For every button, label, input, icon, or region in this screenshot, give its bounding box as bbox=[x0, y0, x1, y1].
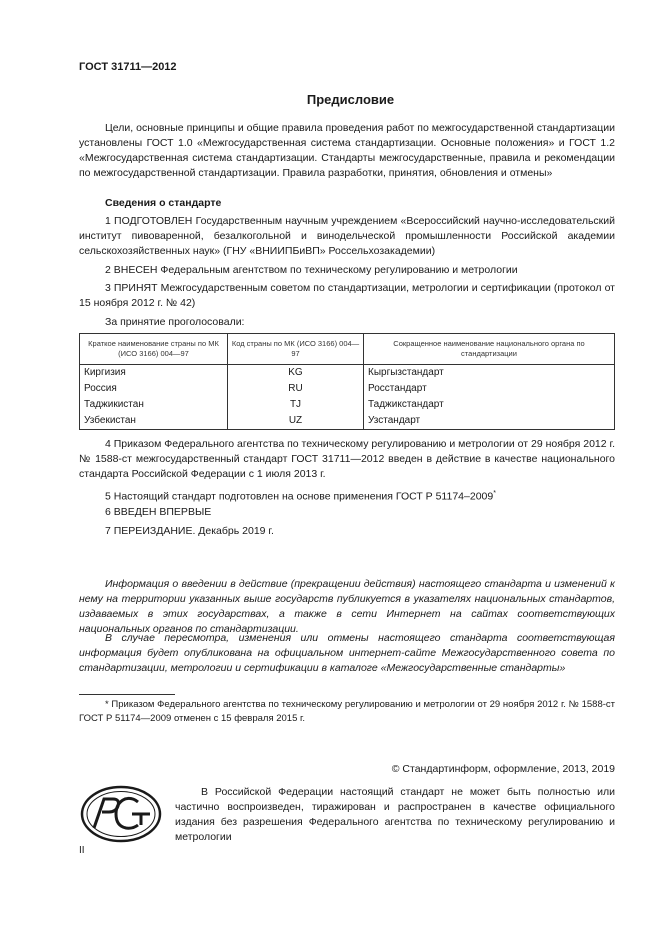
table-cell-body: Кыргызстандарт bbox=[364, 365, 615, 382]
item-4: 4 Приказом Федерального агентства по техническому регулированию и метрологии от 29 ноября 2012 г. № 1588-ст межгосударственный стандарт ГОСТ 31711—2012 введен в действие в качестве национального стандарта Российской Федерации с 1 июля 2013 г. bbox=[79, 438, 615, 480]
footnote-mark: * bbox=[493, 490, 496, 497]
rst-certification-logo bbox=[80, 785, 162, 843]
item-1: 1 ПОДГОТОВЛЕН Государственным научным учреждением «Всероссийский научно-исследовательский институт пивоваренной, безалкогольной и винодельческой промышленности Российской академии сельскохозяйственных наук» (ГНУ «ВНИИПБиВП» Россельхозакадемии) bbox=[79, 215, 615, 257]
page-number: II bbox=[79, 845, 85, 856]
item-3: 3 ПРИНЯТ Межгосударственным советом по стандартизации, метрологии и сертификации (протокол от 15 ноября 2012 г. № 42) bbox=[79, 282, 615, 309]
footnote: * Приказом Федерального агентства по техническому регулированию и метрологии от 29 ноября 2012 г. № 1588-ст ГОСТ Р 51174—2009 отменен с 15 февраля 2015 г. bbox=[79, 699, 615, 724]
table-header-code: Код страны по МК (ИСО 3166) 004—97 bbox=[228, 334, 364, 365]
table-row bbox=[80, 365, 615, 382]
table-row bbox=[80, 397, 615, 413]
document-code: ГОСТ 31711—2012 bbox=[79, 61, 177, 73]
copyright-line: © Стандартинформ, оформление, 2013, 2019 bbox=[391, 763, 615, 775]
item-5 bbox=[79, 486, 615, 505]
table-cell-country: Россия bbox=[80, 381, 228, 397]
table-header-body: Сокращенное наименование национального органа по стандартизации bbox=[364, 334, 615, 365]
table-row bbox=[80, 381, 615, 397]
table-cell-code: TJ bbox=[228, 397, 364, 413]
section-heading: Сведения о стандарте bbox=[105, 197, 222, 209]
item-6: 6 ВВЕДЕН ВПЕРВЫЕ bbox=[105, 506, 212, 518]
table-cell-code: UZ bbox=[228, 413, 364, 430]
footnote-divider bbox=[79, 694, 175, 695]
table-cell-code: KG bbox=[228, 365, 364, 382]
table-header-row bbox=[80, 334, 615, 365]
rights-notice: В Российской Федерации настоящий стандарт не может быть полностью или частично воспроизведен, тиражирован и распространен в качестве официального издания без разрешения Федерального агентства по техническому регулированию и метрологии bbox=[175, 786, 615, 843]
table-cell-code: RU bbox=[228, 381, 364, 397]
rst-logo-icon bbox=[80, 785, 162, 843]
table-cell-body: Таджикстандарт bbox=[364, 397, 615, 413]
table-cell-body: Узстандарт bbox=[364, 413, 615, 430]
table-header-country: Краткое наименование страны по МК (ИСО 3166) 004—97 bbox=[80, 334, 228, 365]
table-row bbox=[80, 413, 615, 430]
info-paragraph-2: В случае пересмотра, изменения или отмены настоящего стандарта соответствующая информация будет опубликована на официальном интернет-сайте Межгосударственного совета по стандартизации, метрологии и сертификации в каталоге «Межгосударственные стандарты» bbox=[79, 632, 615, 674]
table-cell-country: Узбекистан bbox=[80, 413, 228, 430]
table-cell-country: Киргизия bbox=[80, 365, 228, 382]
item-5-text: 5 Настоящий стандарт подготовлен на основе применения ГОСТ Р 51174–2009 bbox=[105, 490, 494, 503]
intro-paragraph: Цели, основные принципы и общие правила проведения работ по межгосударственной стандартизации установлены ГОСТ 1.0 «Межгосударственная система стандартизации. Основные положения» и ГОСТ 1.2 «Межгосударственная система стандартизации. Стандарты межгосударственные, правила и рекомендации по межгосударственной стандартизации. Правила разработки, принятия, обновления и отмены» bbox=[79, 122, 615, 179]
table-cell-body: Росстандарт bbox=[364, 381, 615, 397]
table-cell-country: Таджикистан bbox=[80, 397, 228, 413]
info-paragraph-1: Информация о введении в действие (прекращении действия) настоящего стандарта и изменений к нему на территории указанных выше государств публикуется в указателях национальных стандартов, издаваемых в этих государствах, а также в сети Интернет на сайтах соответствующих национальных органов по стандартизации. bbox=[79, 578, 615, 635]
item-7: 7 ПЕРЕИЗДАНИЕ. Декабрь 2019 г. bbox=[105, 525, 274, 537]
item-2: 2 ВНЕСЕН Федеральным агентством по техническому регулированию и метрологии bbox=[105, 264, 518, 276]
page-title: Предисловие bbox=[306, 92, 395, 107]
voted-label: За принятие проголосовали: bbox=[105, 316, 245, 328]
voting-table bbox=[79, 333, 615, 430]
